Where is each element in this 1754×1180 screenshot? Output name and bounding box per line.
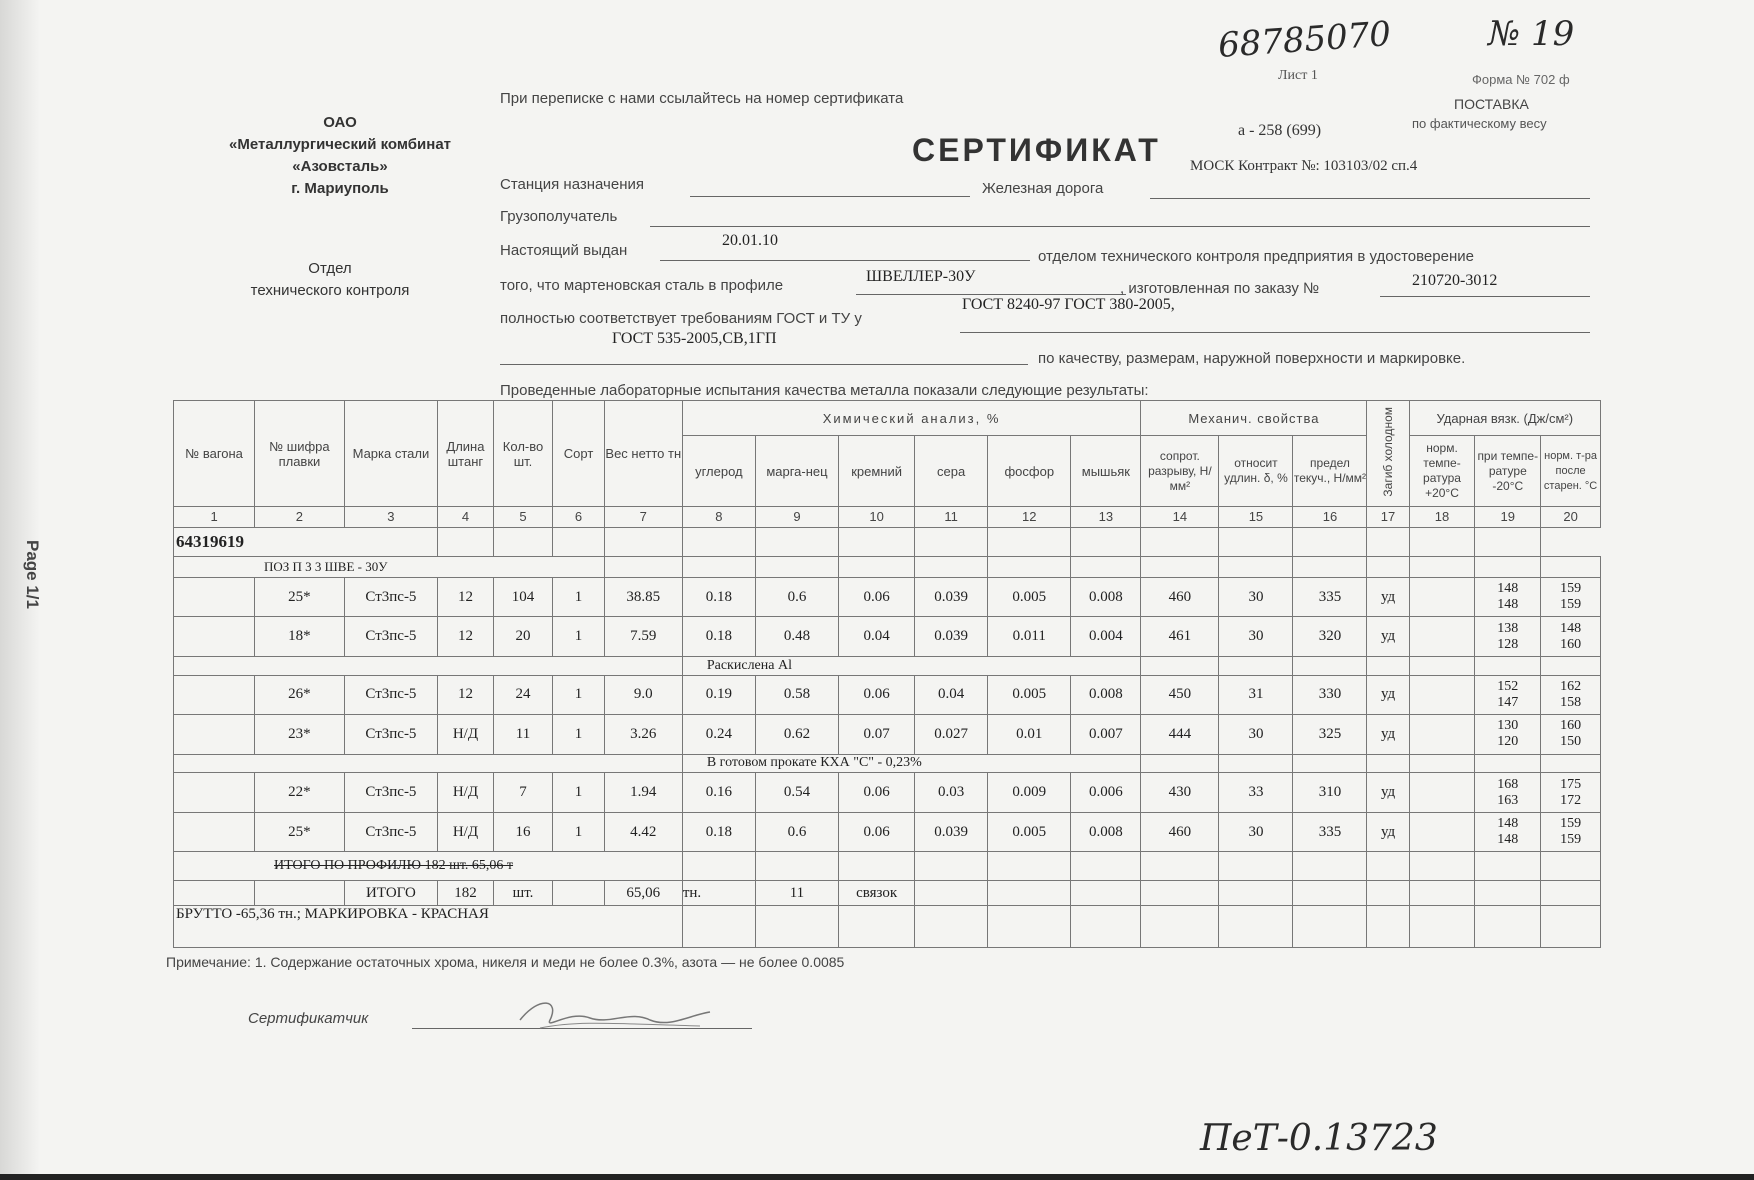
correspondence-note: При переписке с нами ссылайтесь на номер сертификата bbox=[500, 90, 904, 107]
impact-value: 158 bbox=[1560, 694, 1582, 710]
cell-mn: 0.54 bbox=[755, 773, 838, 813]
col-num: 15 bbox=[1219, 507, 1293, 528]
cell-c: 0.18 bbox=[682, 577, 755, 617]
impact-value: 159 bbox=[1560, 597, 1582, 613]
impact-value: 159 bbox=[1560, 581, 1582, 597]
cell-s: 0.04 bbox=[915, 675, 988, 715]
cell-impact-aged bbox=[1541, 715, 1601, 755]
cell-impact-aged bbox=[1541, 617, 1601, 657]
cell-heat: 25* bbox=[255, 812, 344, 852]
cell-p: 0.011 bbox=[988, 617, 1071, 657]
table-row bbox=[174, 675, 1601, 715]
dept-line2: технического контроля bbox=[250, 282, 410, 299]
header-wagon: № вагона bbox=[174, 401, 255, 507]
profile-line bbox=[856, 294, 1126, 295]
cell-t: 460 bbox=[1141, 812, 1219, 852]
gost-line bbox=[960, 332, 1590, 333]
col-num: 12 bbox=[988, 507, 1071, 528]
cell-len: Н/Д bbox=[438, 715, 494, 755]
cell-e: 30 bbox=[1219, 617, 1293, 657]
header-heat: № шифра плавки bbox=[255, 401, 344, 507]
certifier-label: Сертификатчик bbox=[248, 1010, 369, 1027]
impact-value: 162 bbox=[1560, 678, 1582, 694]
cell-heat: 26* bbox=[255, 675, 344, 715]
impact-value: 168 bbox=[1497, 776, 1519, 792]
impact-value: 159 bbox=[1560, 816, 1582, 832]
cell-c: 0.24 bbox=[682, 715, 755, 755]
cell-y: 320 bbox=[1293, 617, 1367, 657]
impact-value: 148 bbox=[1497, 832, 1519, 848]
gost-line-2 bbox=[500, 364, 1028, 365]
cell-len: Н/Д bbox=[438, 812, 494, 852]
cell-s: 0.027 bbox=[915, 715, 988, 755]
cell-as: 0.004 bbox=[1071, 617, 1141, 657]
col-num: 4 bbox=[438, 507, 494, 528]
cell-y: 310 bbox=[1293, 773, 1367, 813]
row-note: В готовом прокате КХА "С" - 0,23% bbox=[682, 754, 1140, 773]
handwritten-mark: № 19 bbox=[1488, 14, 1575, 54]
cell-s: 0.03 bbox=[915, 773, 988, 813]
header-elongation: относит удлин. δ, % bbox=[1219, 436, 1293, 507]
cell-si: 0.07 bbox=[839, 715, 915, 755]
cell-qty: 104 bbox=[493, 577, 553, 617]
cell-mn: 0.62 bbox=[755, 715, 838, 755]
gost-value-1: ГОСТ 8240-97 ГОСТ 380-2005, bbox=[962, 296, 1175, 313]
impact-value: 175 bbox=[1560, 776, 1582, 792]
contract-number: МОСК Контракт №: 103103/02 сп.4 bbox=[1190, 158, 1418, 174]
cell-heat: 23* bbox=[255, 715, 344, 755]
station-line bbox=[690, 196, 970, 197]
header-qty: Кол-во шт. bbox=[493, 401, 553, 507]
page-label: Page 1/1 bbox=[23, 540, 42, 609]
table-row bbox=[174, 715, 1601, 755]
scan-bottom-bar bbox=[0, 1174, 1754, 1180]
cell-p: 0.009 bbox=[988, 773, 1071, 813]
cell-grade: Ст3пс-5 bbox=[344, 715, 438, 755]
railway-label: Железная дорога bbox=[982, 180, 1104, 197]
col-num: 5 bbox=[493, 507, 553, 528]
cell-b: уд bbox=[1367, 617, 1409, 657]
cell-e: 31 bbox=[1219, 675, 1293, 715]
row-note: Раскислена Al bbox=[682, 656, 1140, 675]
consignee-label: Грузополучатель bbox=[500, 208, 618, 225]
issued-line bbox=[660, 260, 1030, 261]
cell-impact-low bbox=[1475, 715, 1541, 755]
header-grade: Марка стали bbox=[344, 401, 438, 507]
cell-b: уд bbox=[1367, 773, 1409, 813]
form-number: Форма № 702 ф bbox=[1472, 72, 1570, 87]
header-yield: предел текуч., Н/мм² bbox=[1293, 436, 1367, 507]
cell-impact-aged bbox=[1541, 675, 1601, 715]
cell-sort: 1 bbox=[553, 577, 604, 617]
issued-label: Настоящий выдан bbox=[500, 242, 628, 259]
cell-c: 0.16 bbox=[682, 773, 755, 813]
cell-t: 450 bbox=[1141, 675, 1219, 715]
cell-grade: Ст3пс-5 bbox=[344, 812, 438, 852]
cell-b: уд bbox=[1367, 812, 1409, 852]
order-line bbox=[1380, 296, 1590, 297]
col-num: 16 bbox=[1293, 507, 1367, 528]
delivery-sub: по фактическому весу bbox=[1412, 116, 1547, 131]
cell-c: 0.18 bbox=[682, 617, 755, 657]
column-number-row bbox=[174, 507, 1601, 528]
impact-value: 159 bbox=[1560, 832, 1582, 848]
cell-sort: 1 bbox=[553, 715, 604, 755]
cell-heat: 18* bbox=[255, 617, 344, 657]
total-qty: 182 bbox=[438, 881, 494, 906]
cell-as: 0.008 bbox=[1071, 675, 1141, 715]
col-num: 18 bbox=[1409, 507, 1475, 528]
cell-impact-aged bbox=[1541, 812, 1601, 852]
cell-p: 0.005 bbox=[988, 812, 1071, 852]
cell-si: 0.06 bbox=[839, 773, 915, 813]
cell-sort: 1 bbox=[553, 773, 604, 813]
organization-block bbox=[180, 112, 500, 200]
handwritten-code: ПеТ-0.13723 bbox=[1200, 1118, 1438, 1159]
cell-c: 0.18 bbox=[682, 812, 755, 852]
cell-s: 0.039 bbox=[915, 812, 988, 852]
cell-len: Н/Д bbox=[438, 773, 494, 813]
table-row bbox=[174, 617, 1601, 657]
cell-t: 460 bbox=[1141, 577, 1219, 617]
cell-impact-low bbox=[1475, 812, 1541, 852]
cell-e: 30 bbox=[1219, 715, 1293, 755]
impact-value: 150 bbox=[1560, 734, 1582, 750]
impact-value: 120 bbox=[1497, 734, 1519, 750]
impact-value: 148 bbox=[1497, 581, 1519, 597]
profile-value: ШВЕЛЛЕР-30У bbox=[866, 268, 976, 285]
position-line: ПОЗ П 3 3 ШВЕ - 30У bbox=[174, 556, 605, 577]
consignee-line bbox=[650, 226, 1590, 227]
org-line2: «Металлургический комбинат bbox=[228, 136, 452, 153]
cell-mn: 0.6 bbox=[755, 812, 838, 852]
department-block bbox=[200, 258, 460, 302]
dept-line1: Отдел bbox=[308, 260, 352, 277]
col-num: 10 bbox=[839, 507, 915, 528]
cell-y: 330 bbox=[1293, 675, 1367, 715]
cell-w: 4.42 bbox=[604, 812, 682, 852]
header-bend-text: Загиб холодном bbox=[1380, 407, 1395, 497]
cell-impact-low bbox=[1475, 577, 1541, 617]
cell-qty: 7 bbox=[493, 773, 553, 813]
header-silicon: кремний bbox=[839, 436, 915, 507]
cell-w: 7.59 bbox=[604, 617, 682, 657]
header-carbon: углерод bbox=[682, 436, 755, 507]
cell-t: 444 bbox=[1141, 715, 1219, 755]
sheet-label: Лист 1 bbox=[1278, 68, 1318, 83]
profile-label: того, что мартеновская сталь в профиле bbox=[500, 277, 784, 294]
cell-sort: 1 bbox=[553, 812, 604, 852]
cell-y: 335 bbox=[1293, 812, 1367, 852]
cell-sort: 1 bbox=[553, 675, 604, 715]
results-table bbox=[173, 400, 1601, 948]
issued-date: 20.01.10 bbox=[722, 232, 778, 249]
cell-len: 12 bbox=[438, 675, 494, 715]
issued-tail: отделом технического контроля предприятия в удостоверение bbox=[1038, 248, 1474, 265]
cell-y: 325 bbox=[1293, 715, 1367, 755]
col-num: 17 bbox=[1367, 507, 1409, 528]
cell-e: 33 bbox=[1219, 773, 1293, 813]
header-length: Длина штанг bbox=[438, 401, 494, 507]
cell-w: 9.0 bbox=[604, 675, 682, 715]
header-arsenic: мышьяк bbox=[1071, 436, 1141, 507]
impact-value: 128 bbox=[1497, 636, 1519, 652]
col-num: 19 bbox=[1475, 507, 1541, 528]
impact-value: 160 bbox=[1560, 718, 1582, 734]
cell-w: 38.85 bbox=[604, 577, 682, 617]
col-num: 8 bbox=[682, 507, 755, 528]
col-num: 20 bbox=[1541, 507, 1601, 528]
header-sort: Сорт bbox=[553, 401, 604, 507]
impact-value: 148 bbox=[1560, 620, 1582, 636]
total-weight: 65,06 bbox=[604, 881, 682, 906]
cell-impact-low bbox=[1475, 773, 1541, 813]
cell-b: уд bbox=[1367, 715, 1409, 755]
col-num: 9 bbox=[755, 507, 838, 528]
total-weight-unit: тн. bbox=[682, 881, 755, 906]
cell-qty: 11 bbox=[493, 715, 553, 755]
org-line4: г. Мариуполь bbox=[291, 180, 389, 197]
cell-mn: 0.58 bbox=[755, 675, 838, 715]
impact-value: 130 bbox=[1497, 718, 1519, 734]
org-line3: «Азовсталь» bbox=[292, 158, 388, 175]
railway-line bbox=[1150, 198, 1590, 199]
header-phosphorus: фосфор bbox=[988, 436, 1071, 507]
col-num: 2 bbox=[255, 507, 344, 528]
cell-heat: 25* bbox=[255, 577, 344, 617]
col-num: 7 bbox=[604, 507, 682, 528]
certificate-number: а - 258 (699) bbox=[1238, 122, 1322, 139]
document-title: СЕРТИФИКАТ bbox=[912, 132, 1161, 168]
gost-label: полностью соответствует требованиям ГОСТ и ТУ у bbox=[500, 310, 862, 327]
quality-tail: по качеству, размерам, наружной поверхности и маркировке. bbox=[1038, 350, 1466, 367]
impact-value: 172 bbox=[1560, 792, 1582, 808]
total-qty-unit: шт. bbox=[493, 881, 553, 906]
impact-value: 152 bbox=[1497, 678, 1519, 694]
cell-sort: 1 bbox=[553, 617, 604, 657]
cell-mn: 0.48 bbox=[755, 617, 838, 657]
cell-impact-low bbox=[1475, 617, 1541, 657]
header-bend bbox=[1367, 401, 1409, 507]
cell-w: 3.26 bbox=[604, 715, 682, 755]
bundles-count: 11 bbox=[755, 881, 838, 906]
cell-impact-aged bbox=[1541, 577, 1601, 617]
table-row bbox=[174, 577, 1601, 617]
cell-si: 0.04 bbox=[839, 617, 915, 657]
impact-value: 148 bbox=[1497, 597, 1519, 613]
cell-p: 0.005 bbox=[988, 675, 1071, 715]
col-num: 1 bbox=[174, 507, 255, 528]
header-chemical: Химический анализ, % bbox=[682, 401, 1140, 436]
header-impact-low: при темпе-ратуре -20°C bbox=[1475, 436, 1541, 507]
cell-s: 0.039 bbox=[915, 617, 988, 657]
cell-y: 335 bbox=[1293, 577, 1367, 617]
impact-value: 147 bbox=[1497, 694, 1519, 710]
org-line1: ОАО bbox=[323, 114, 357, 131]
delivery-label: ПОСТАВКА bbox=[1454, 96, 1529, 112]
cell-impact-aged bbox=[1541, 773, 1601, 813]
col-num: 14 bbox=[1141, 507, 1219, 528]
cell-heat: 22* bbox=[255, 773, 344, 813]
impact-value: 163 bbox=[1497, 792, 1519, 808]
cell-e: 30 bbox=[1219, 577, 1293, 617]
cell-mn: 0.6 bbox=[755, 577, 838, 617]
total-profile: ИТОГО ПО ПРОФИЛЮ 182 шт. 65,06 т bbox=[174, 852, 683, 881]
cell-grade: Ст3пс-5 bbox=[344, 577, 438, 617]
cell-as: 0.007 bbox=[1071, 715, 1141, 755]
station-label: Станция назначения bbox=[500, 176, 644, 193]
cell-t: 461 bbox=[1141, 617, 1219, 657]
table-row bbox=[174, 812, 1601, 852]
header-weight: Вес нетто тн bbox=[604, 401, 682, 507]
cell-t: 430 bbox=[1141, 773, 1219, 813]
header-mechanical: Механич. свойства bbox=[1141, 401, 1367, 436]
cell-e: 30 bbox=[1219, 812, 1293, 852]
header-sulfur: сера bbox=[915, 436, 988, 507]
impact-value: 138 bbox=[1497, 620, 1519, 636]
impact-value: 148 bbox=[1497, 816, 1519, 832]
cell-as: 0.008 bbox=[1071, 577, 1141, 617]
order-label: , изготовленная по заказу № bbox=[1120, 280, 1320, 297]
bundles-unit: связок bbox=[839, 881, 915, 906]
cell-c: 0.19 bbox=[682, 675, 755, 715]
col-num: 6 bbox=[553, 507, 604, 528]
header-impact-aged: норм. т-ра после старен. °C bbox=[1541, 436, 1601, 507]
cell-grade: Ст3пс-5 bbox=[344, 617, 438, 657]
cell-len: 12 bbox=[438, 617, 494, 657]
cell-grade: Ст3пс-5 bbox=[344, 773, 438, 813]
cell-p: 0.005 bbox=[988, 577, 1071, 617]
cell-p: 0.01 bbox=[988, 715, 1071, 755]
header-impact-norm: норм. темпе-ратура +20°C bbox=[1409, 436, 1475, 507]
header-impact: Ударная вязк. (Дж/см²) bbox=[1409, 401, 1600, 436]
cell-si: 0.06 bbox=[839, 675, 915, 715]
brutto-line: БРУТТО -65,36 тн.; МАРКИРОВКА - КРАСНАЯ bbox=[174, 906, 683, 948]
signature bbox=[500, 990, 720, 1040]
impact-value: 160 bbox=[1560, 636, 1582, 652]
col-num: 3 bbox=[344, 507, 438, 528]
cell-as: 0.008 bbox=[1071, 812, 1141, 852]
order-value: 210720-3012 bbox=[1412, 272, 1498, 289]
cell-as: 0.006 bbox=[1071, 773, 1141, 813]
cell-b: уд bbox=[1367, 577, 1409, 617]
cell-qty: 20 bbox=[493, 617, 553, 657]
footnote: Примечание: 1. Содержание остаточных хрома, никеля и меди не более 0.3%, азота — не более 0.0085 bbox=[166, 954, 845, 970]
cell-b: уд bbox=[1367, 675, 1409, 715]
cell-qty: 16 bbox=[493, 812, 553, 852]
cell-w: 1.94 bbox=[604, 773, 682, 813]
lab-intro: Проведенные лабораторные испытания качества металла показали следующие результаты: bbox=[500, 382, 1149, 399]
cell-s: 0.039 bbox=[915, 577, 988, 617]
col-num: 13 bbox=[1071, 507, 1141, 528]
gost-value-2: ГОСТ 535-2005,СВ,1ГП bbox=[612, 330, 777, 347]
cell-grade: Ст3пс-5 bbox=[344, 675, 438, 715]
handwritten-number: 68785070 bbox=[1216, 14, 1393, 66]
cell-impact-low bbox=[1475, 675, 1541, 715]
col-num: 11 bbox=[915, 507, 988, 528]
table-row bbox=[174, 773, 1601, 813]
cell-si: 0.06 bbox=[839, 812, 915, 852]
total-label: ИТОГО bbox=[344, 881, 438, 906]
cell-len: 12 bbox=[438, 577, 494, 617]
cell-qty: 24 bbox=[493, 675, 553, 715]
cell-si: 0.06 bbox=[839, 577, 915, 617]
wagon-number: 64319619 bbox=[174, 527, 438, 556]
header-manganese: марга-нец bbox=[755, 436, 838, 507]
header-tensile: сопрот. разрыву, Н/мм² bbox=[1141, 436, 1219, 507]
